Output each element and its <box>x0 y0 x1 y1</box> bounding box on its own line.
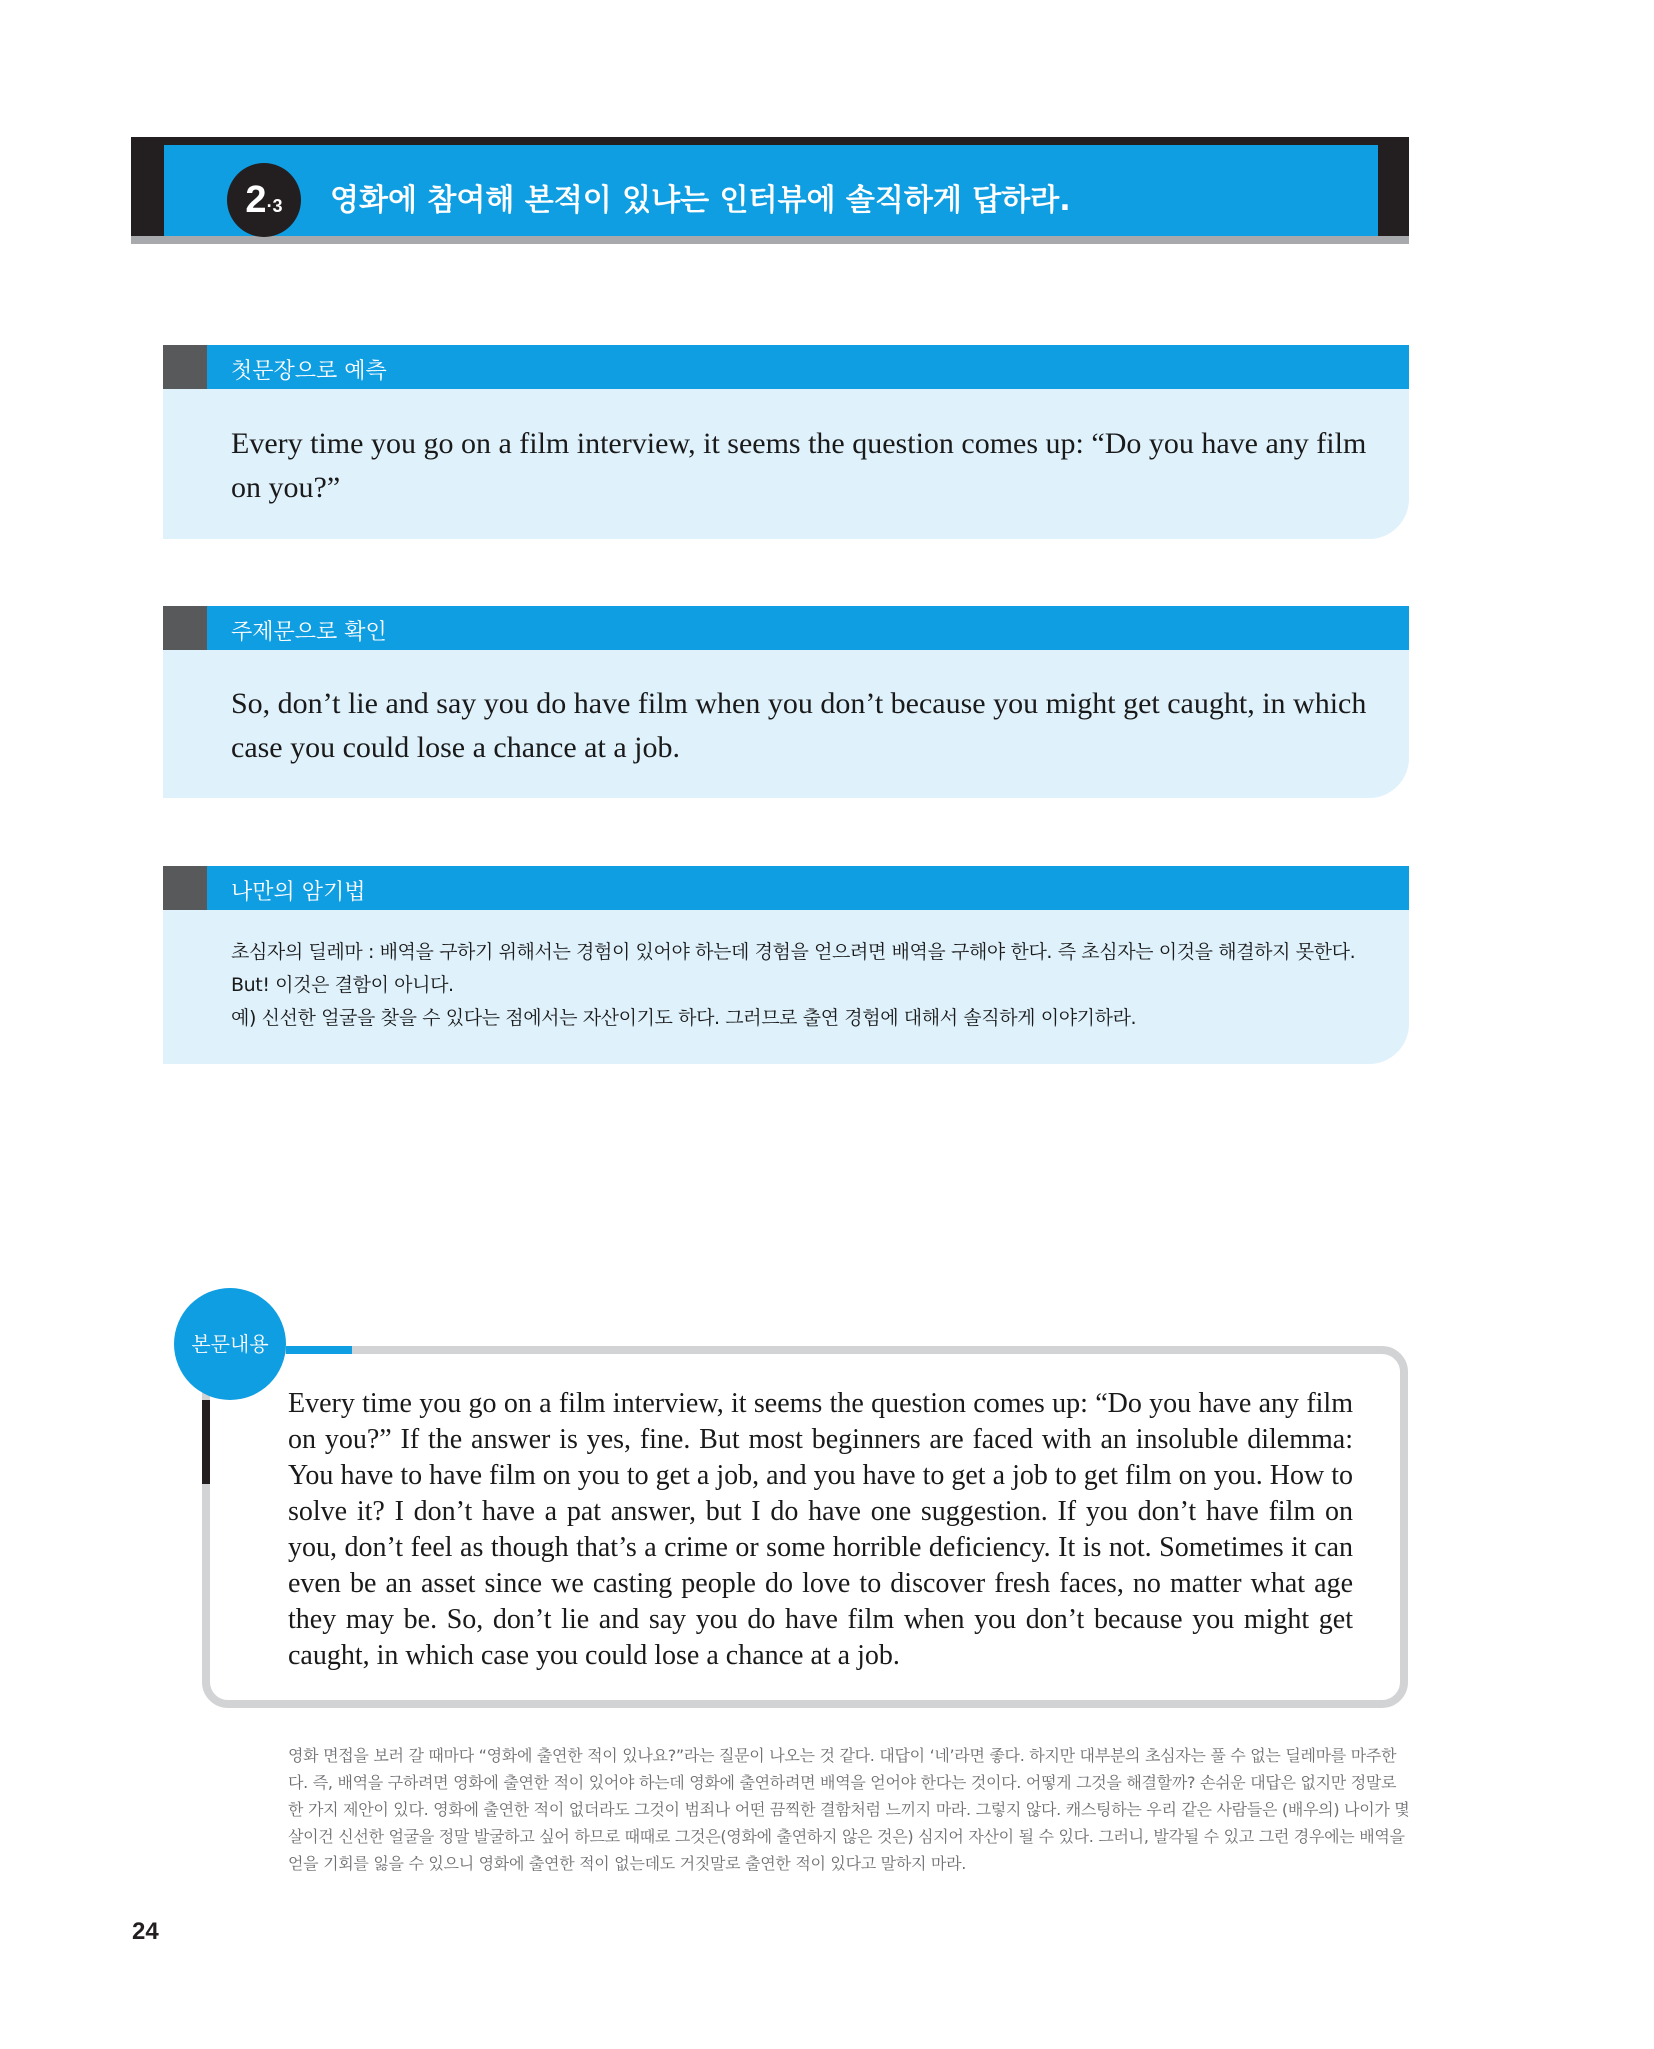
section-number-badge <box>227 163 301 237</box>
section-topic-body <box>163 650 1409 798</box>
section-memory-label: 나만의 암기법 <box>231 880 366 905</box>
section-memory-line1: 초심자의 딜레마 : 배역을 구하기 위해서는 경험이 있어야 하는데 경험을 얻으려면 배역을 구해야 한다. 즉 초심자는 이것을 해결하지 못한다. But! 이것은 결함이 아니다. <box>231 941 1356 996</box>
section-header-marker <box>163 866 207 910</box>
section-memory-line2: 예) 신선한 얼굴을 찾을 수 있다는 점에서는 자산이기도 하다. 그러므로 출연 경험에 대해서 솔직하게 이야기하라. <box>231 1007 1137 1029</box>
page-title: 영화에 참여해 본적이 있냐는 인터뷰에 솔직하게 답하라. <box>330 183 1071 218</box>
section-topic-label: 주제문으로 확인 <box>231 620 387 645</box>
section-memory-body <box>163 910 1409 1064</box>
main-content-text: Every time you go on a film interview, it seems the question comes up: “Do you have any film on you?” If the answer is yes, fine. But most beginners are faced with an insoluble dilemma: You have to have film on you to get a job, and you have to get a job to get film on you. How to solve it? I don’t have a pat answer, but I do have one suggestion. If you don’t have film on you, don’t feel as though that’s a crime or some horrible deficiency. It is not. Sometimes it can even be an asset since we casting people do love to discover fresh faces, no matter what age they may be. So, don’t lie and say you do have film when you don’t because you might get caught, in which case you could lose a chance at a job. <box>288 1388 1353 1671</box>
section-prediction-body <box>163 389 1409 539</box>
section-number-main: 2 <box>245 179 267 221</box>
main-accent-line <box>286 1346 352 1354</box>
section-header-marker <box>163 345 207 389</box>
section-prediction-header <box>163 345 1409 389</box>
banner-gray-underline <box>131 236 1409 244</box>
main-content-badge: 본문내용 <box>174 1288 286 1400</box>
section-topic-text: So, don’t lie and say you do have film when you don’t because you might get caught, in which case you could lose a chance at a job. <box>231 687 1367 764</box>
section-prediction-text: Every time you go on a film interview, it seems the question comes up: “Do you have any film on you?” <box>231 427 1367 504</box>
section-header-marker <box>163 606 207 650</box>
section-memory-header <box>163 866 1409 910</box>
title-banner <box>131 137 1409 243</box>
section-number-sub: ·3 <box>266 196 283 216</box>
section-prediction-label: 첫문장으로 예측 <box>231 359 387 384</box>
section-memory <box>163 866 1409 1064</box>
section-topic-header <box>163 606 1409 650</box>
section-topic <box>163 606 1409 798</box>
translation-text: 영화 면접을 보러 갈 때마다 “영화에 출연한 적이 있나요?”라는 질문이 나오는 것 같다. 대답이 ‘네’라면 좋다. 하지만 대부분의 초심자는 풀 수 없는 딜레마를 마주한다. 즉, 배역을 구하려면 영화에 출연한 적이 있어야 하는데 영화에 출연하려면 배역을 얻어야 한다는 것이다. 어떻게 그것을 해결할까? 손쉬운 대답은 없지만 정말로 한 가지 제안이 있다. 영화에 출연한 적이 없더라도 그것이 범죄나 어떤 끔찍한 결함처럼 느끼지 마라. 그렇지 않다. 캐스팅하는 우리 같은 사람들은 (배우의) 나이가 몇 살이건 신선한 얼굴을 정말 발굴하고 싶어 하므로 때때로 그것은(영화에 출연하지 않은 것은) 심지어 자산이 될 수 있다. 그러니, 발각될 수 있고 그런 경우에는 배역을 얻을 기회를 잃을 수 있으니 영화에 출연한 적이 없는데도 거짓말로 출연한 적이 있다고 말하지 마라. <box>288 1746 1410 1873</box>
section-prediction <box>163 345 1409 539</box>
banner-blue-panel <box>164 145 1378 236</box>
main-side-bar <box>202 1400 210 1484</box>
page-number: 24 <box>132 1918 159 1945</box>
